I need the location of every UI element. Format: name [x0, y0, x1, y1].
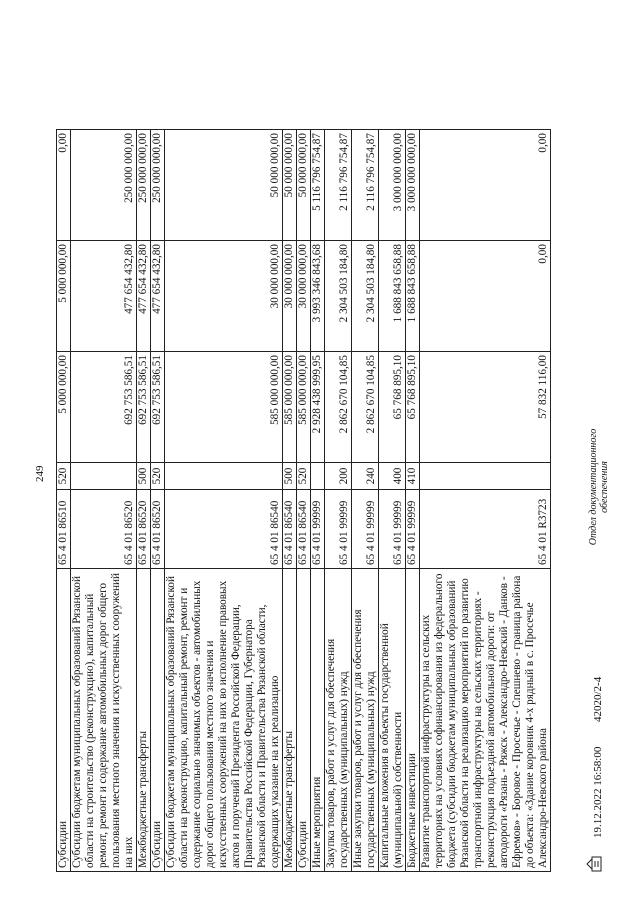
row-expense-type — [165, 463, 283, 490]
row-name: Субсидии бюджетам муниципальных образований Рязанской области на строительство (реконструкцию), капитальный ремонт, ремонт и содержание автомобильных дорог общего пользования местного значения и искусственных сооружений на них — [71, 569, 137, 872]
row-expense-type: 400 — [379, 463, 406, 490]
row-code: 65 4 01 86540 — [165, 490, 283, 569]
row-amount-1: 2 862 670 104,85 — [325, 352, 352, 463]
table-row — [297, 130, 311, 872]
row-name: Межбюджетные трансферты — [137, 569, 151, 872]
row-amount-1: 692 753 586,51 — [151, 352, 165, 463]
row-amount-2: 477 654 432,80 — [71, 241, 137, 352]
row-amount-2: 30 000 000,00 — [297, 241, 311, 352]
table-row — [151, 130, 165, 872]
row-code: 65 4 01 86540 — [283, 490, 297, 569]
row-amount-1: 2 862 670 104,85 — [352, 352, 379, 463]
row-amount-2: 2 304 503 184,80 — [325, 241, 352, 352]
row-amount-3: 3 000 000 000,00 — [406, 130, 420, 241]
row-amount-1: 65 768 895,10 — [406, 352, 420, 463]
row-amount-2: 5 000 000,00 — [57, 241, 71, 352]
stamp-icon — [586, 856, 602, 872]
row-expense-type — [311, 463, 325, 490]
department-line-1: Отдел документационного — [588, 428, 599, 546]
row-amount-2: 30 000 000,00 — [165, 241, 283, 352]
row-amount-3: 250 000 000,00 — [71, 130, 137, 241]
row-amount-3: 50 000 000,00 — [165, 130, 283, 241]
page-number: 249 — [34, 465, 46, 482]
table-row — [420, 130, 551, 872]
row-code: 65 4 01 99999 — [406, 490, 420, 569]
row-name: Развитие транспортной инфраструктуры на сельских территориях на условиях софинансирования из федерального бюджета (субсидии бюджетам муниципальных образований Рязанской области на реализацию мероприятий по развитию транспортной инфраструктуры на сельских территориях - реконструкция подъездной автомобильной дороги: от автодороги «Рязань - Ряжск - Александро-Невский - Данков - Ефремов» - Боровое - Просечье - Спешнево - граница района до объекта: «Здание коровник 4-х рядный в с. Просечье Александро-Невского района — [420, 569, 551, 872]
row-name: Субсидии — [151, 569, 165, 872]
row-expense-type: 520 — [297, 463, 311, 490]
row-expense-type: 500 — [283, 463, 297, 490]
row-amount-2: 2 304 503 184,80 — [352, 241, 379, 352]
row-name: Иные закупки товаров, работ и услуг для обеспечения государственных (муниципальных) нужд — [352, 569, 379, 872]
row-amount-1: 2 928 438 999,95 — [311, 352, 325, 463]
table-row — [325, 130, 352, 872]
row-expense-type: 410 — [406, 463, 420, 490]
row-amount-1: 57 832 116,00 — [420, 352, 551, 463]
row-code: 65 4 01 86520 — [137, 490, 151, 569]
table-row — [379, 130, 406, 872]
row-amount-2: 3 993 346 843,68 — [311, 241, 325, 352]
row-name: Капитальные вложения в объекты государственной (муниципальной) собственности — [379, 569, 406, 872]
row-name: Закупка товаров, работ и услуг для обеспечения государственных (муниципальных) нужд — [325, 569, 352, 872]
row-amount-1: 65 768 895,10 — [379, 352, 406, 463]
row-amount-2: 477 654 432,80 — [151, 241, 165, 352]
department-stamp — [588, 407, 610, 567]
table-row — [57, 130, 71, 872]
row-code: 65 4 01 99999 — [352, 490, 379, 569]
row-code: 65 4 01 86510 — [57, 490, 71, 569]
table-row — [165, 130, 283, 872]
row-amount-1: 5 000 000,00 — [57, 352, 71, 463]
row-code: 65 4 01 86520 — [151, 490, 165, 569]
row-amount-3: 3 000 000 000,00 — [379, 130, 406, 241]
row-code: 65 4 01 86520 — [71, 490, 137, 569]
row-amount-1: 692 753 586,51 — [137, 352, 151, 463]
row-code: 65 4 01 99999 — [325, 490, 352, 569]
table-row — [311, 130, 325, 872]
row-amount-1: 585 000 000,00 — [297, 352, 311, 463]
row-amount-3: 5 116 796 754,87 — [311, 130, 325, 241]
table-row — [137, 130, 151, 872]
table-row — [352, 130, 379, 872]
rotated-page — [30, 12, 630, 892]
department-line-2: обеспечения — [599, 461, 610, 513]
table-row — [406, 130, 420, 872]
row-amount-2: 0,00 — [420, 241, 551, 352]
row-amount-3: 250 000 000,00 — [151, 130, 165, 241]
table-row — [283, 130, 297, 872]
row-expense-type: 200 — [325, 463, 352, 490]
budget-table-body — [57, 130, 551, 872]
row-code: 65 4 01 R3723 — [420, 490, 551, 569]
row-amount-1: 585 000 000,00 — [165, 352, 283, 463]
row-amount-2: 1 688 843 658,88 — [379, 241, 406, 352]
row-amount-1: 692 753 586,51 — [71, 352, 137, 463]
row-name: Бюджетные инвестиции — [406, 569, 420, 872]
footer-timestamp: 19.12.2022 16:58:00 — [592, 746, 604, 838]
row-expense-type: 520 — [57, 463, 71, 490]
row-code: 65 4 01 99999 — [311, 490, 325, 569]
table-row — [71, 130, 137, 872]
footer-doc-id: 42020/2-4 — [592, 676, 604, 722]
row-name: Межбюджетные трансферты — [283, 569, 297, 872]
budget-table — [56, 129, 551, 872]
row-name: Субсидии — [57, 569, 71, 872]
row-amount-3: 2 116 796 754,87 — [325, 130, 352, 241]
row-name: Субсидии — [297, 569, 311, 872]
row-expense-type: 240 — [352, 463, 379, 490]
row-amount-3: 0,00 — [420, 130, 551, 241]
row-amount-2: 30 000 000,00 — [283, 241, 297, 352]
row-amount-2: 477 654 432,80 — [137, 241, 151, 352]
row-expense-type — [71, 463, 137, 490]
row-name: Иные мероприятия — [311, 569, 325, 872]
row-amount-3: 0,00 — [57, 130, 71, 241]
row-amount-3: 250 000 000,00 — [137, 130, 151, 241]
row-expense-type — [420, 463, 551, 490]
row-amount-3: 2 116 796 754,87 — [352, 130, 379, 241]
row-expense-type: 500 — [137, 463, 151, 490]
row-expense-type: 520 — [151, 463, 165, 490]
row-name: Субсидии бюджетам муниципальных образований Рязанской области на реконструкцию, капитальный ремонт, ремонт и содержание социально значимых объектов - автомобильных дорог общего пользования местного значения и искусственных сооружений на них во исполнение правовых актов и поручений Президента Российской Федерации, Правительства Российской Федерации, Губернатора Рязанской области и Правительства Рязанской области, содержащих указание на их реализацию — [165, 569, 283, 872]
row-amount-2: 1 688 843 658,88 — [406, 241, 420, 352]
row-code: 65 4 01 86540 — [297, 490, 311, 569]
row-amount-1: 585 000 000,00 — [283, 352, 297, 463]
row-code: 65 4 01 99999 — [379, 490, 406, 569]
row-amount-3: 50 000 000,00 — [283, 130, 297, 241]
row-amount-3: 50 000 000,00 — [297, 130, 311, 241]
